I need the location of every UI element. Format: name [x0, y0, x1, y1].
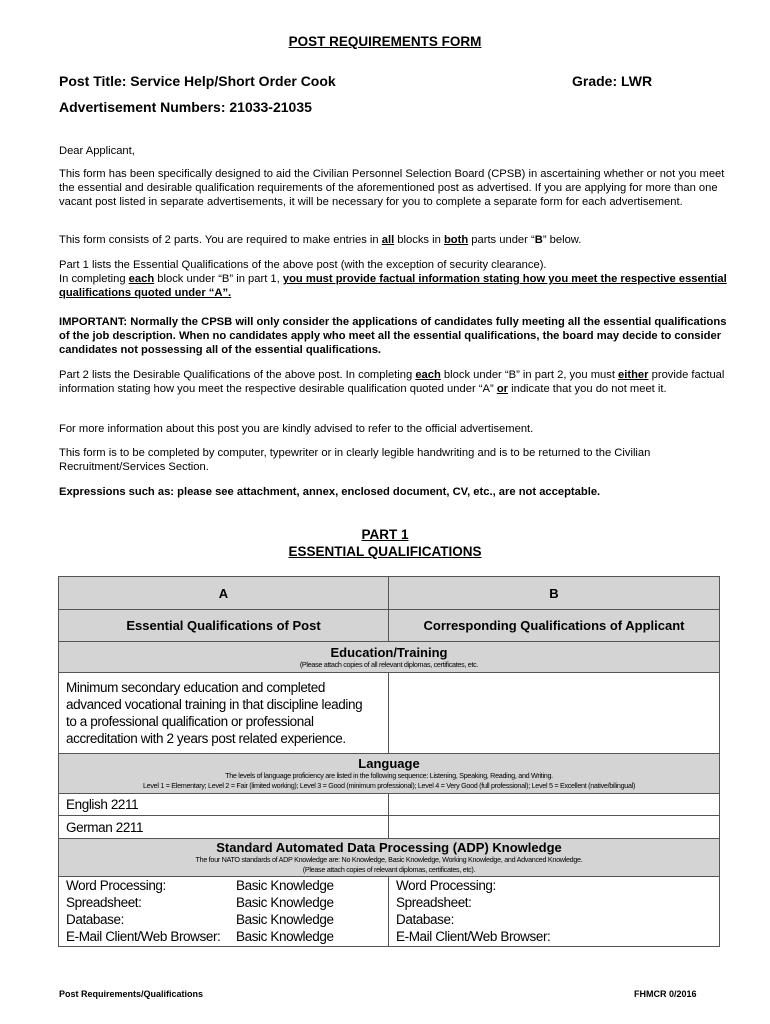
adp-skill: Word Processing: [66, 878, 166, 893]
completion-paragraph: This form is to be completed by computer, typewriter or in clearly legible handwriting and is to be returned to the Civilian Recruitment/Services Section. [59, 447, 651, 473]
part1-paragraph [59, 258, 729, 300]
adp-level: Basic Knowledge [236, 912, 334, 927]
part1-subheading: ESSENTIAL QUALIFICATIONS [288, 544, 482, 559]
parts-text-d: ” below. [542, 234, 582, 246]
part1-text-a: In completing [59, 273, 129, 285]
adp-note-attach: (Please attach copies of relevant diplomas, certificates, etc). [302, 865, 476, 874]
education-note: (Please attach copies of all relevant diplomas, certificates, etc. [299, 659, 479, 669]
adp-row [66, 877, 388, 894]
part2-text-b: block under “B” in part 2, you must [440, 369, 619, 381]
language-response-english[interactable] [389, 794, 720, 816]
parts-text-b: blocks in [394, 234, 444, 246]
education-title: Education/Training [330, 644, 448, 660]
applicant-qualifications-header: Corresponding Qualifications of Applicant [389, 610, 720, 642]
important-notice: IMPORTANT: Normally the CPSB will only consider the applications of candidates fully meeting all the essential qualifications of the job description. When no candidates apply who meet all the essential qualifications, the board may decide to consider candidates not possessing all of the essential qualifications. [59, 316, 727, 356]
language-note-sequence: The levels of language proficiency are listed in the following sequence: Listening, Speaking, Reading, and Writing. [225, 771, 553, 780]
language-note-levels: Level 1 = Elementary; Level 2 = Fair (limited working); Level 3 = Good (minimum professional); Level 4 = Very Good (full professional); Level 5 = Excellent (native/bilingual) [142, 781, 636, 790]
intro-paragraph: This form has been specifically designed to aid the Civilian Personnel Selection Board (CPSB) in ascertaining whether or not you meet the essential and desirable qualification requirements of the aforementioned post as advertised. If you are applying for more than one vacant post listed in separate advertisements, it will be necessary for you to complete a separate form for each advertisement. [59, 168, 725, 208]
language-title: Language [358, 756, 420, 771]
each-emphasis-2: each [415, 369, 441, 381]
form-title: POST REQUIREMENTS FORM [288, 34, 482, 49]
column-b-header: B [389, 577, 720, 610]
adp-level: Basic Knowledge [236, 929, 334, 944]
adp-response-label: Database: [396, 912, 454, 927]
parts-paragraph [59, 233, 729, 247]
education-requirement: Minimum secondary education and completed advanced vocational training in that discipline leading to a professional qualification or professional accreditation with 2 years post related experience. [59, 673, 389, 754]
qualifications-table [58, 576, 720, 947]
either-emphasis: either [618, 369, 649, 381]
part2-text-d: indicate that you do not meet it. [508, 383, 667, 395]
adp-note-standards: The four NATO standards of ADP Knowledge are: No Knowledge, Basic Knowledge, Working Knowledge, and Advanced Knowledge. [195, 855, 583, 864]
part1-text-b: block under “B” in part 1, [154, 273, 283, 285]
adp-level: Basic Knowledge [236, 878, 334, 893]
post-title: Post Title: Service Help/Short Order Cook [59, 73, 336, 89]
part1-line1: Part 1 lists the Essential Qualifications of the above post (with the exception of security clearance). [59, 259, 547, 271]
adp-response-label: E-Mail Client/Web Browser: [396, 929, 551, 944]
advertisement-numbers: Advertisement Numbers: 21033-21035 [59, 99, 312, 115]
adp-response-field[interactable] [389, 877, 720, 947]
language-requirement-german: German 2211 [59, 816, 389, 839]
adp-skill: Spreadsheet: [66, 895, 142, 910]
language-requirement-english: English 2211 [59, 794, 389, 816]
adp-response-label: Spreadsheet: [396, 895, 472, 910]
footer-right: FHMCR 0/2016 [634, 989, 697, 999]
language-response-german[interactable] [389, 816, 720, 839]
adp-row [66, 894, 388, 911]
parts-text-a: This form consists of 2 parts. You are required to make entries in [59, 234, 382, 246]
more-info-paragraph: For more information about this post you are kindly advised to refer to the official advertisement. [59, 423, 534, 435]
salutation: Dear Applicant, [59, 145, 135, 157]
adp-row [66, 911, 388, 928]
adp-skill: Database: [66, 912, 124, 927]
or-emphasis: or [496, 383, 508, 395]
adp-level: Basic Knowledge [236, 895, 334, 910]
b-emphasis: B [534, 234, 543, 246]
grade: Grade: LWR [572, 73, 653, 89]
must-provide-emphasis: you must provide factual information stating how you meet the respective essential qualifications quoted under “A”. [59, 273, 727, 299]
footer-left: Post Requirements/Qualifications [59, 989, 204, 999]
adp-requirements [59, 877, 389, 947]
adp-skill: E-Mail Client/Web Browser: [66, 929, 221, 944]
part1-heading: PART 1 [361, 527, 409, 542]
part2-text-c: provide factual information stating how you meet the respective desirable qualification quoted under “A” [59, 369, 725, 395]
part2-paragraph [59, 368, 729, 396]
column-a-header: A [59, 577, 389, 610]
parts-text-c: parts under “ [468, 234, 535, 246]
adp-response-label: Word Processing: [396, 878, 496, 893]
education-section-header [59, 642, 720, 673]
adp-row [66, 928, 388, 945]
expressions-notice: Expressions such as: please see attachment, annex, enclosed document, CV, etc., are not acceptable. [59, 486, 601, 498]
both-emphasis: both [443, 234, 469, 246]
language-section-header [59, 754, 720, 794]
essential-qualifications-header: Essential Qualifications of Post [59, 610, 389, 642]
adp-title: Standard Automated Data Processing (ADP) Knowledge [216, 840, 562, 855]
all-emphasis: all [381, 234, 395, 246]
adp-section-header [59, 839, 720, 877]
part2-text-a: Part 2 lists the Desirable Qualifications of the above post. In completing [59, 369, 416, 381]
each-emphasis: each [128, 273, 155, 285]
education-response-field[interactable] [389, 673, 720, 754]
